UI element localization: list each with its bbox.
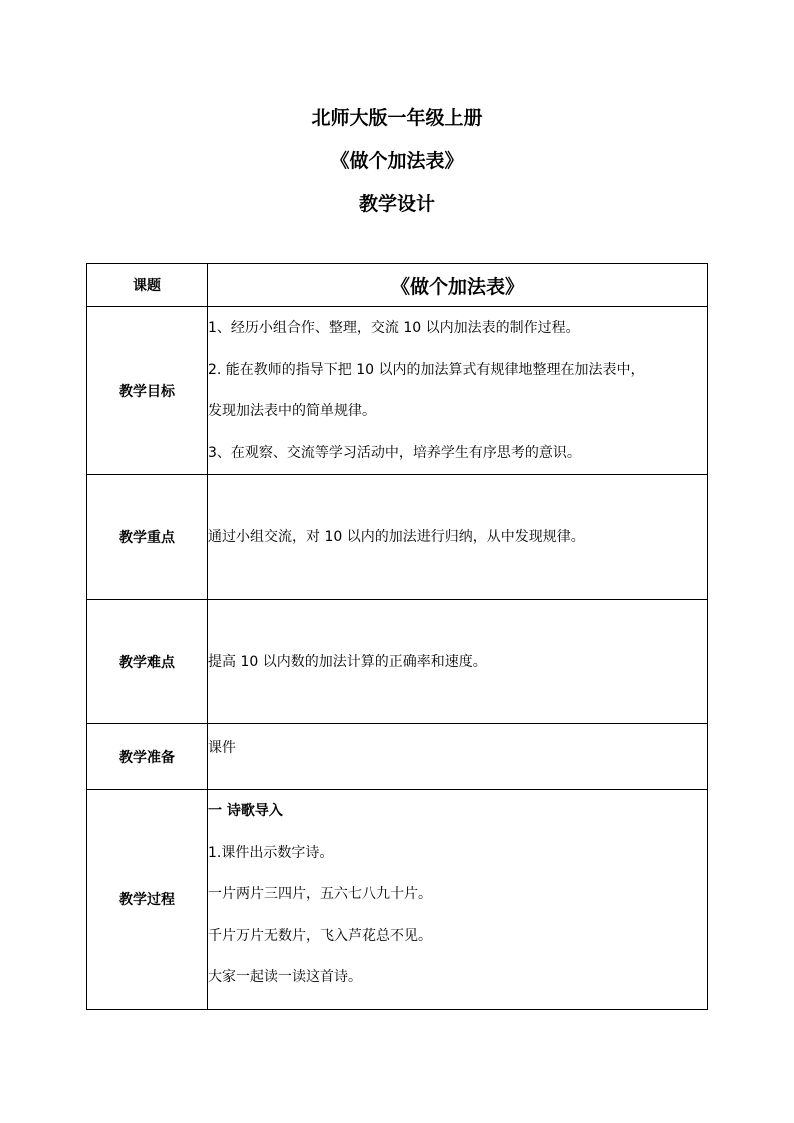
objective-line-1: 1、经历小组合作、整理，交流 10 以内加法表的制作过程。 (208, 320, 580, 337)
process-poem-line-2: 千片万片无数片，飞入芦花总不见。 (208, 927, 432, 944)
table-row-difficulties (87, 600, 708, 724)
objectives-content (208, 307, 708, 475)
row-label-process: 教学过程 (87, 790, 208, 1010)
title-lesson-name: 《做个加法表》 (330, 150, 464, 172)
objective-line-2-cont: 发现加法表中的简单规律。 (208, 403, 376, 420)
key-points-content (208, 475, 708, 600)
process-content (208, 790, 708, 1010)
topic-value: 《做个加法表》 (208, 264, 708, 307)
process-line-read: 大家一起读一读这首诗。 (208, 969, 362, 985)
table-row-objectives (87, 307, 708, 475)
table-row-preparation (87, 724, 708, 790)
process-line-1: 1.课件出示数字诗。 (208, 844, 334, 861)
process-poem-line-1: 一片两片三四片，五六七八九十片。 (208, 886, 432, 902)
table-row-process (87, 790, 708, 1010)
row-label-objectives: 教学目标 (87, 307, 208, 475)
process-section-heading: 一 诗歌导入 (208, 803, 283, 819)
table-row-key-points (87, 475, 708, 600)
title-design-label: 教学设计 (358, 193, 435, 215)
preparation-content (208, 724, 708, 790)
preparation-line: 课件 (208, 740, 236, 756)
row-label-difficulties: 教学难点 (87, 600, 208, 724)
row-label-topic: 课题 (87, 264, 208, 307)
table-row-topic (87, 264, 708, 307)
row-label-key-points: 教学重点 (87, 475, 208, 600)
objective-line-3: 3、在观察、交流等学习活动中，培养学生有序思考的意识。 (208, 444, 581, 461)
title-grade-line: 北师大版一年级上册 (311, 107, 483, 129)
key-points-line: 通过小组交流，对 10 以内的加法进行归纳，从中发现规律。 (208, 529, 585, 545)
difficulties-line: 提高 10 以内数的加法计算的正确率和速度。 (208, 653, 487, 670)
row-label-preparation: 教学准备 (87, 724, 208, 790)
objective-line-2: 2. 能在教师的指导下把 10 以内的加法算式有规律地整理在加法表中， (208, 361, 645, 378)
difficulties-content (208, 600, 708, 724)
lesson-plan-table (86, 263, 708, 1010)
